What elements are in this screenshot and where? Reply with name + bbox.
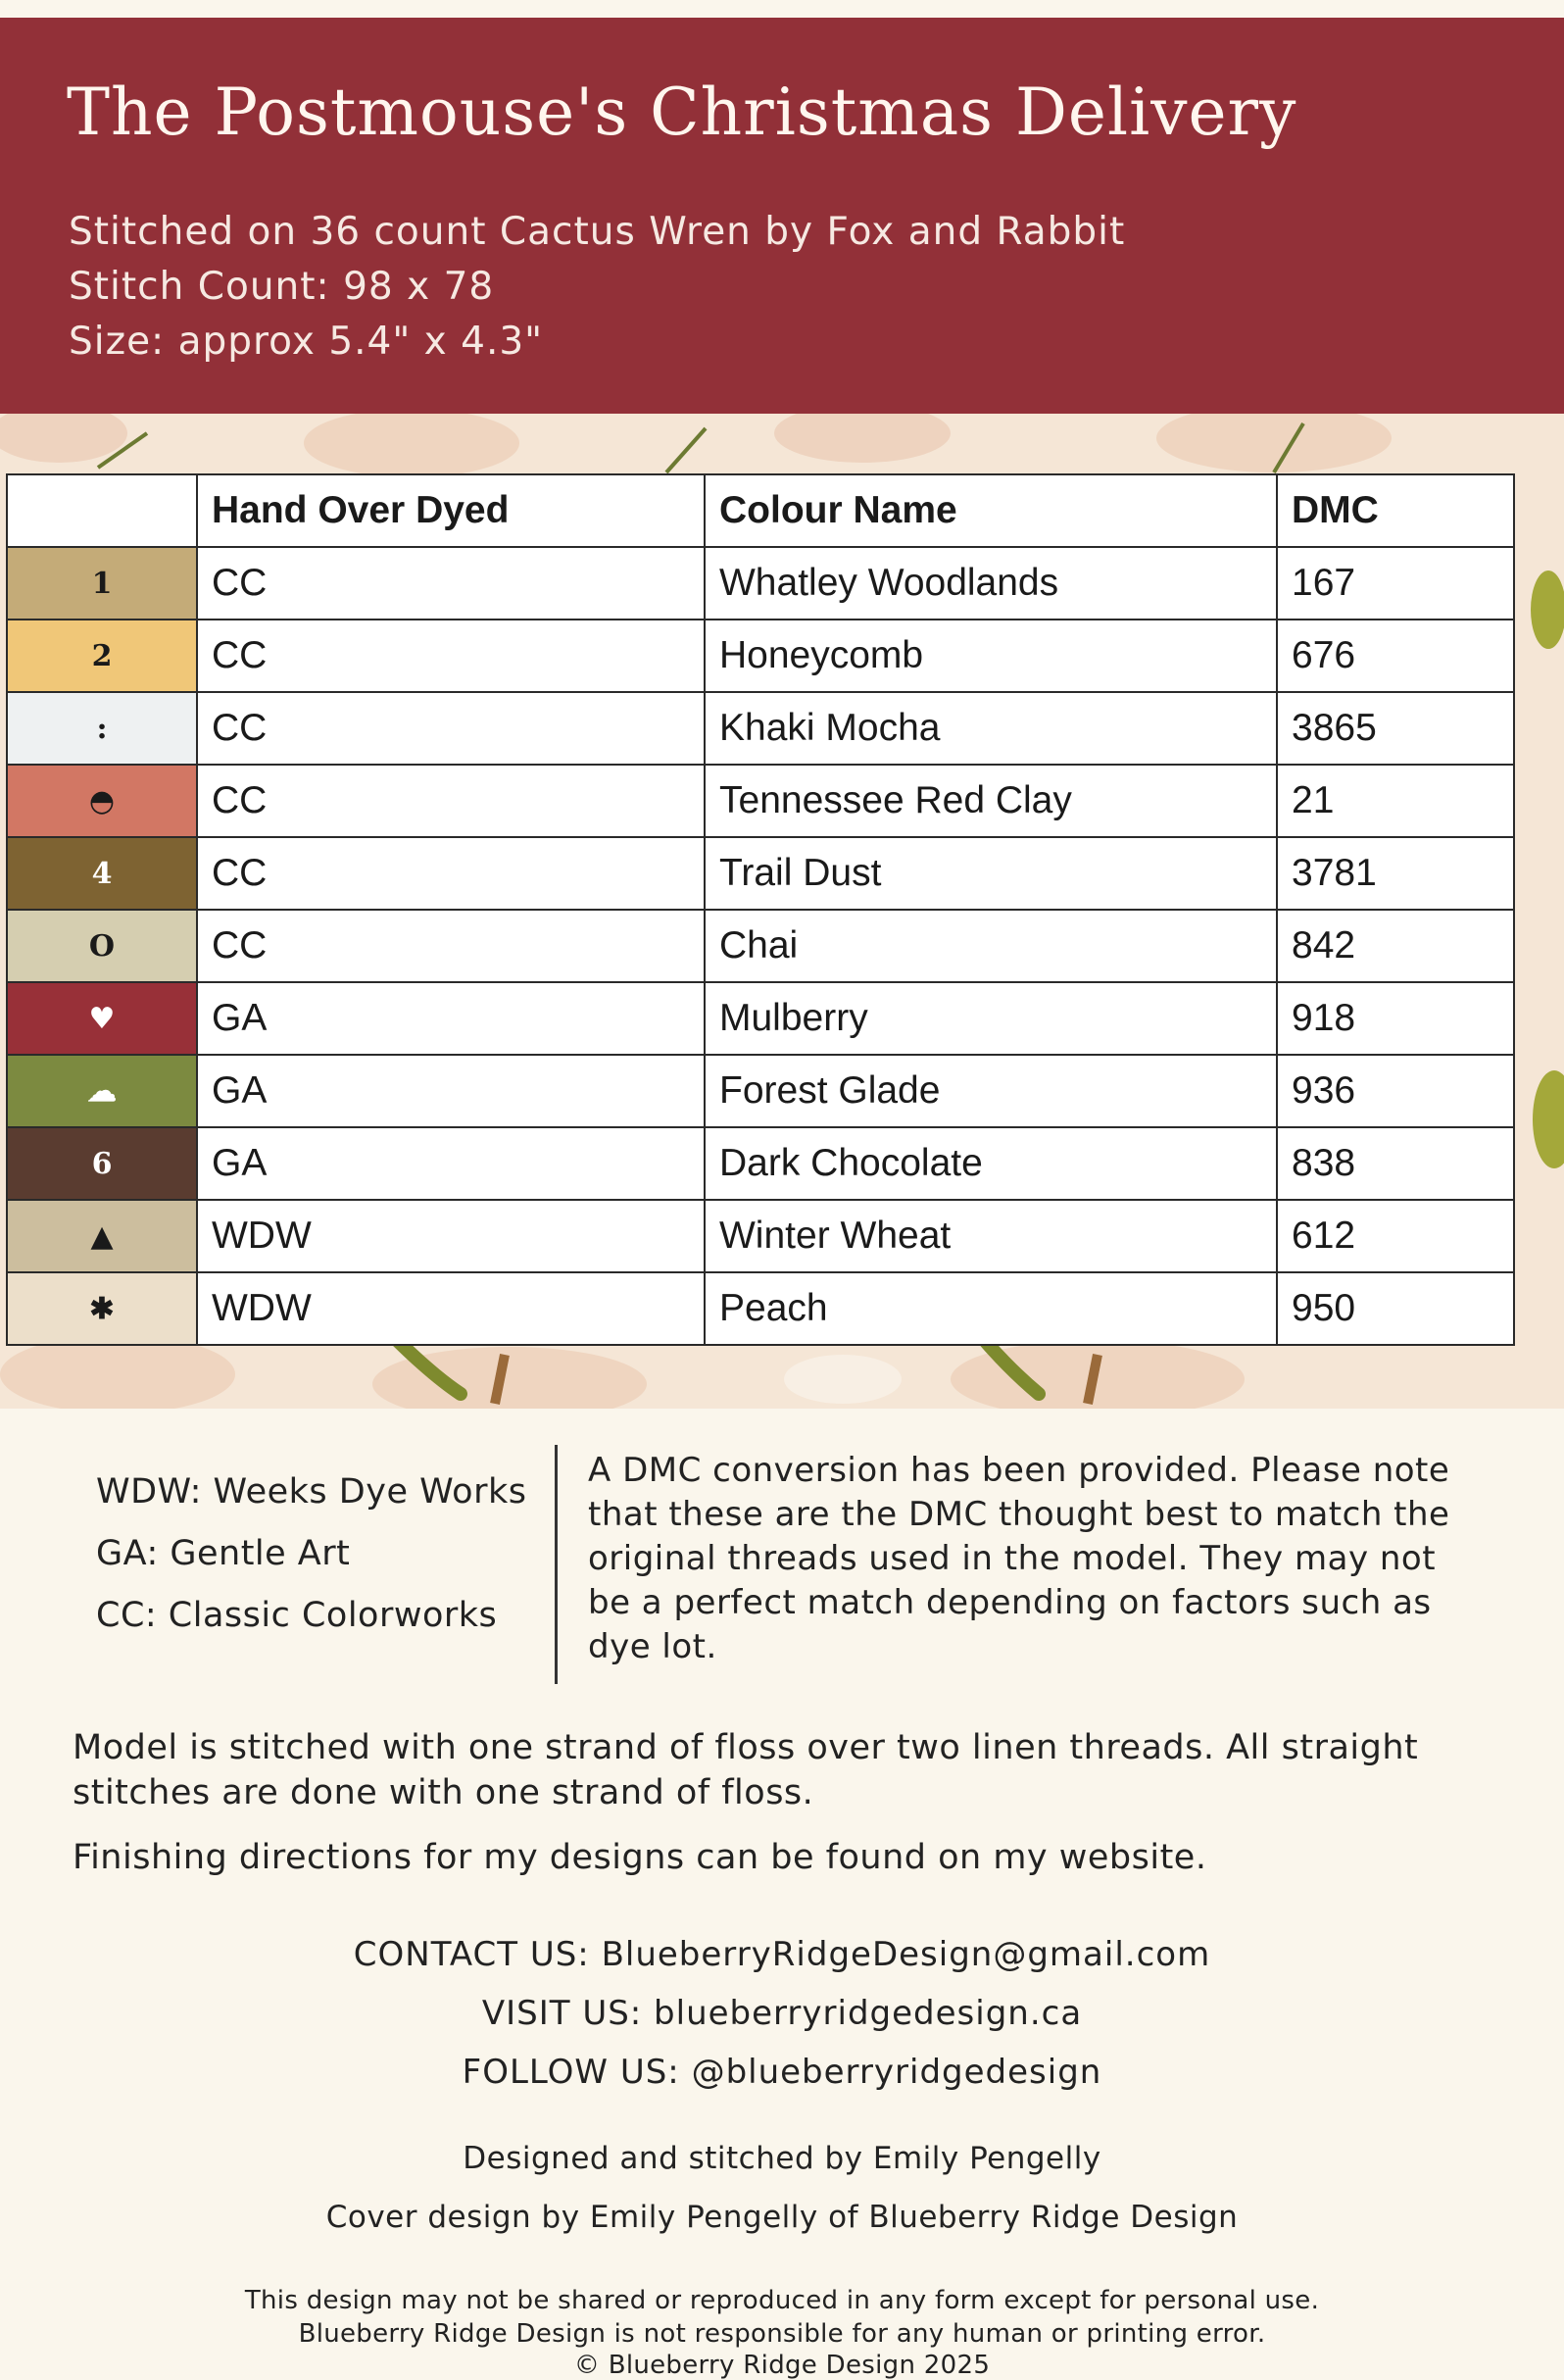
finished-size: Size: approx 5.4" x 4.3" [69,320,544,364]
symbol-column-header [7,474,197,547]
colour-name-cell: Peach [705,1272,1277,1345]
colour-name-cell: Dark Chocolate [705,1127,1277,1200]
legend-wdw: WDW: Weeks Dye Works [96,1472,527,1512]
contact-social: FOLLOW US: @blueberryridgedesign [462,2053,1102,2092]
model-instructions: Model is stitched with one strand of floss over two linen threads. All straight stitches are done with one strand of floss. [73,1728,1419,1812]
symbol-swatch: O [7,910,197,982]
brand-cell: CC [197,547,705,620]
colour-name-cell: Trail Dust [705,837,1277,910]
table-header-row [7,474,1514,547]
table-row [7,620,1514,692]
brand-cell: WDW [197,1200,705,1272]
legend-divider [555,1445,558,1684]
hand-over-dyed-header: Hand Over Dyed [197,474,705,547]
table-row [7,1055,1514,1127]
title-banner [0,18,1564,414]
symbol-swatch: 6 [7,1127,197,1200]
copyright: © Blueberry Ridge Design 2025 [573,2351,991,2380]
brand-cell: CC [197,765,705,837]
error-disclaimer: Blueberry Ridge Design is not responsible for any human or printing error. [298,2319,1266,2349]
colour-name-cell: Whatley Woodlands [705,547,1277,620]
dmc-cell: 842 [1277,910,1514,982]
dmc-cell: 3781 [1277,837,1514,910]
table-row [7,982,1514,1055]
colour-name-header: Colour Name [705,474,1277,547]
brand-cell: CC [197,910,705,982]
dmc-cell: 3865 [1277,692,1514,765]
usage-notice: This design may not be shared or reproduced in any form except for personal use. [244,2286,1320,2315]
table-row [7,765,1514,837]
table-row [7,1200,1514,1272]
brand-cell: CC [197,692,705,765]
symbol-swatch: 2 [7,620,197,692]
symbol-swatch: ☁ [7,1055,197,1127]
pattern-title: The Postmouse's Christmas Delivery [67,74,1297,150]
colour-name-cell: Forest Glade [705,1055,1277,1127]
cover-credit: Cover design by Emily Pengelly of Blueberry Ridge Design [325,2200,1239,2235]
table-row [7,1127,1514,1200]
symbol-swatch: ▲ [7,1200,197,1272]
symbol-swatch: 1 [7,547,197,620]
dmc-cell: 612 [1277,1200,1514,1272]
symbol-swatch: ✱ [7,1272,197,1345]
legend-ga: GA: Gentle Art [96,1534,351,1573]
finishing-instructions: Finishing directions for my designs can be found on my website. [73,1838,1207,1877]
symbol-swatch: 4 [7,837,197,910]
colour-name-cell: Mulberry [705,982,1277,1055]
table-row [7,837,1514,910]
dmc-cell: 950 [1277,1272,1514,1345]
symbol-swatch: ◓ [7,765,197,837]
table-row [7,547,1514,620]
dmc-cell: 676 [1277,620,1514,692]
table-row [7,692,1514,765]
dmc-cell: 21 [1277,765,1514,837]
brand-cell: CC [197,620,705,692]
symbol-swatch: ♥ [7,982,197,1055]
colour-name-cell: Chai [705,910,1277,982]
table-row [7,910,1514,982]
brand-cell: CC [197,837,705,910]
contact-website: VISIT US: blueberryridgedesign.ca [481,1994,1083,2033]
thread-key-table [6,473,1515,1346]
table-row [7,1272,1514,1345]
colour-name-cell: Honeycomb [705,620,1277,692]
stitch-count: Stitch Count: 98 x 78 [69,265,495,309]
brand-cell: GA [197,982,705,1055]
symbol-swatch: : [7,692,197,765]
dmc-cell: 838 [1277,1127,1514,1200]
dmc-cell: 918 [1277,982,1514,1055]
brand-cell: GA [197,1055,705,1127]
legend-cc: CC: Classic Colorworks [96,1596,498,1635]
fabric-info: Stitched on 36 count Cactus Wren by Fox and Rabbit [69,210,1126,254]
dmc-header: DMC [1277,474,1514,547]
dmc-cell: 167 [1277,547,1514,620]
colour-name-cell: Tennessee Red Clay [705,765,1277,837]
brand-cell: GA [197,1127,705,1200]
contact-email: CONTACT US: BlueberryRidgeDesign@gmail.com [353,1935,1211,1974]
brand-cell: WDW [197,1272,705,1345]
colour-name-cell: Winter Wheat [705,1200,1277,1272]
dmc-conversion-note: A DMC conversion has been provided. Please note that these are the DMC thought best to match the original threads used in the model. They may not be a perfect match depending on factors such as dye lot. [588,1451,1450,1666]
dmc-cell: 936 [1277,1055,1514,1127]
colour-name-cell: Khaki Mocha [705,692,1277,765]
designer-credit: Designed and stitched by Emily Pengelly [463,2141,1101,2176]
